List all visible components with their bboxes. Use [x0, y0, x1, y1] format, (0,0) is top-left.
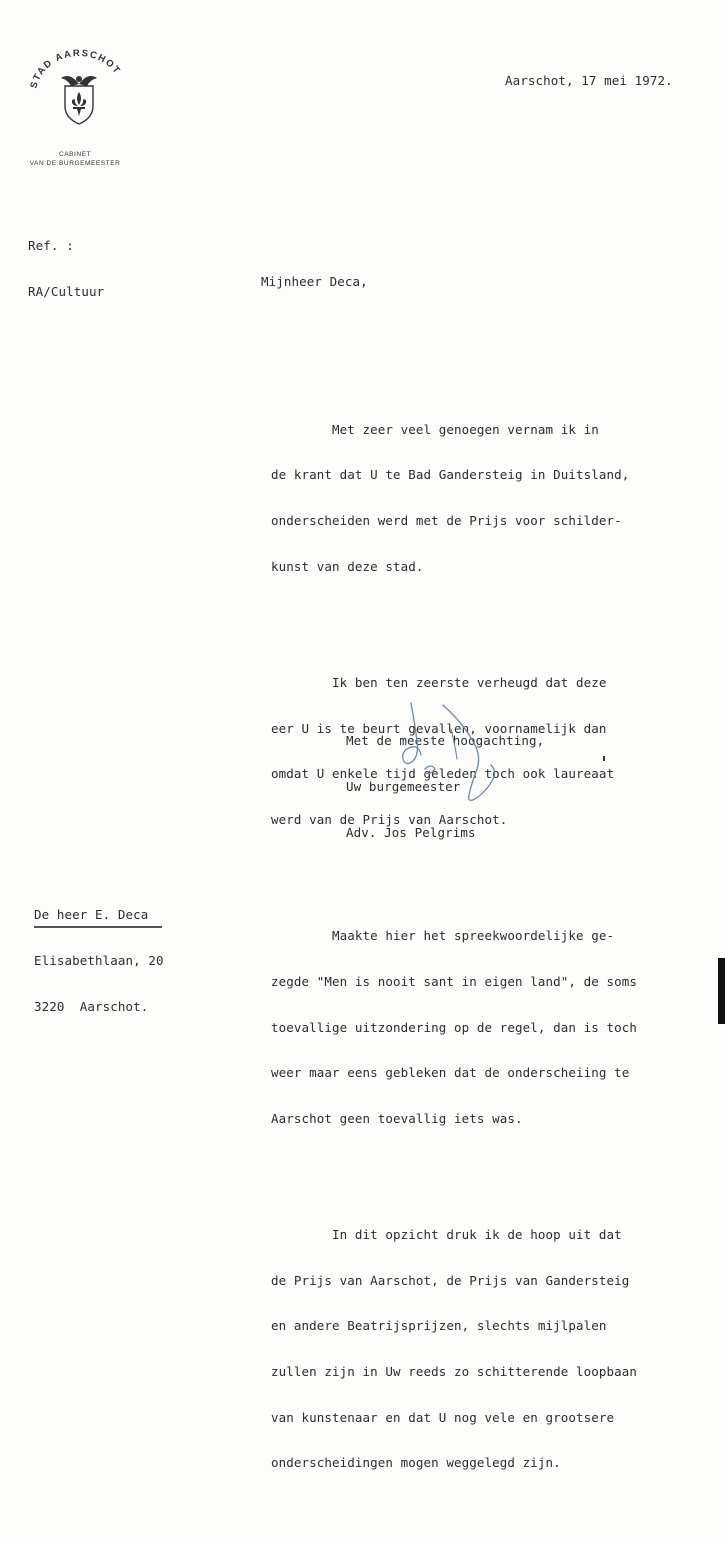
body-line: onderscheiden werd met de Prijs voor schilder-	[271, 513, 622, 529]
body-line: onderscheidingen mogen weggelegd zijn.	[271, 1455, 561, 1471]
address-line-city: 3220 Aarschot.	[34, 998, 149, 1014]
letter-body	[271, 361, 637, 1541]
body-line: de Prijs van Aarschot, de Prijs van Gandersteig	[271, 1272, 630, 1288]
body-line: omdat U enkele tijd geleden toch ook laureaat	[271, 766, 615, 782]
letter-date: Aarschot, 17 mei 1972.	[505, 73, 673, 88]
body-line: Maakte hier het spreekwoordelijke ge-	[271, 928, 615, 944]
scan-edge-mark	[718, 958, 725, 1024]
body-line: zegde "Men is nooit sant in eigen land", de soms	[271, 973, 638, 989]
closing-greeting: Met de meeste hoogachting,	[346, 733, 545, 749]
city-crest-logo	[28, 48, 130, 130]
paragraph-4	[271, 1197, 637, 1501]
body-line: toevallige uitzondering op de regel, dan is toch	[271, 1019, 638, 1035]
address-line-name: De heer E. Deca	[34, 907, 149, 923]
closing-title: Uw burgemeester	[346, 779, 461, 795]
body-line: werd van de Prijs van Aarschot.	[271, 811, 508, 827]
paragraph-3	[271, 898, 637, 1156]
body-line: van kunstenaar en dat U nog vele en grootsere	[271, 1409, 615, 1425]
body-line: zullen zijn in Uw reeds zo schitterende loopbaan	[271, 1364, 638, 1379]
handwritten-signature	[395, 695, 535, 815]
body-line: Aarschot geen toevallig iets was.	[271, 1110, 523, 1126]
salutation: Mijnheer Deca,	[261, 274, 368, 289]
closing-signatory: Adv. Jos Pelgrims	[346, 824, 476, 840]
paragraph-1	[271, 391, 637, 604]
body-line: Ik ben ten zeerste verheugd dat deze	[271, 675, 607, 691]
ink-speck	[603, 756, 605, 761]
body-line: kunst van deze stad.	[271, 558, 424, 574]
recipient-address	[34, 877, 164, 1044]
body-line: Met zeer veel genoegen vernam ik in	[271, 421, 599, 437]
body-line: en andere Beatrijsprijzen, slechts mijlpalen	[271, 1318, 607, 1334]
cabinet-heading	[22, 150, 128, 168]
address-line-street: Elisabethlaan, 20	[34, 953, 164, 969]
cabinet-line-2: VAN DE BURGEMEESTER	[29, 160, 121, 167]
body-line: weer maar eens gebleken dat de onderscheiing te	[271, 1065, 630, 1081]
body-line: In dit opzicht druk ik de hoop uit dat	[271, 1227, 622, 1243]
body-line: de krant dat U te Bad Gandersteig in Duitsland,	[271, 467, 630, 483]
address-underline	[34, 926, 162, 928]
reference-value: RA/Cultuur	[28, 284, 105, 300]
reference-label: Ref. :	[28, 238, 74, 254]
cabinet-line-1: CABINET	[58, 151, 92, 158]
reference-block	[28, 208, 104, 330]
body-line: eer U is te beurt gevallen, voornamelijk dan	[271, 720, 607, 736]
svg-text:STAD AARSCHOT: STAD AARSCHOT	[28, 48, 123, 90]
